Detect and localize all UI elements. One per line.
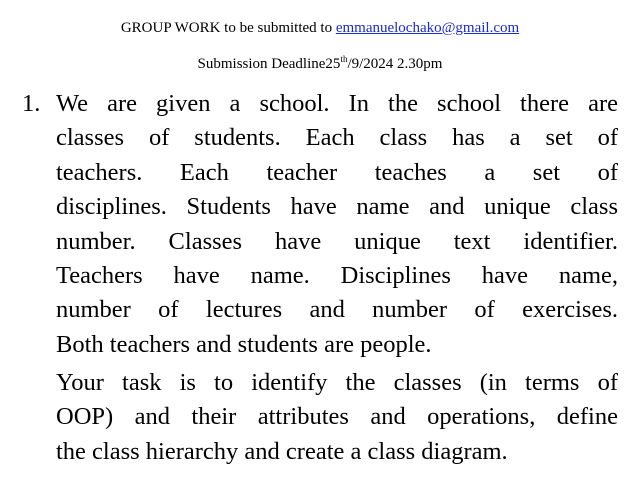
deadline-ordinal-suffix: th <box>340 54 348 64</box>
email-link[interactable]: emmanuelochako@gmail.com <box>335 20 520 36</box>
paragraph-line: number. Classes have unique text identifier. <box>56 227 618 255</box>
paragraph-line: number of lectures and number of exercises. <box>56 296 618 324</box>
paragraph-line: the class hierarchy and create a class diagram. <box>56 437 508 465</box>
task-description <box>56 366 618 469</box>
paragraph-line: classes of students. Each class has a set of <box>56 124 618 152</box>
paragraph-line: teachers. Each teacher teaches a set of <box>56 158 618 186</box>
paragraph-line: disciplines. Students have name and unique class <box>56 193 618 221</box>
submission-instruction <box>0 19 640 37</box>
deadline-prefix: Submission Deadline25 <box>197 56 341 72</box>
paragraph-line: We are given a school. In the school there are <box>56 90 618 117</box>
paragraph-line: Both teachers and students are people. <box>56 330 432 358</box>
paragraph-line: Teachers have name. Disciplines have name, <box>56 262 618 290</box>
group-work-text: GROUP WORK to be submitted to <box>120 20 336 36</box>
paragraph-line: Your task is to identify the classes (in terms of <box>56 369 618 396</box>
question-number: 1. <box>22 90 41 117</box>
submission-deadline <box>0 55 640 73</box>
paragraph-line: OOP) and their attributes and operations, define <box>56 403 618 431</box>
question-description <box>56 87 618 362</box>
deadline-date: /9/2024 2.30pm <box>347 56 443 72</box>
